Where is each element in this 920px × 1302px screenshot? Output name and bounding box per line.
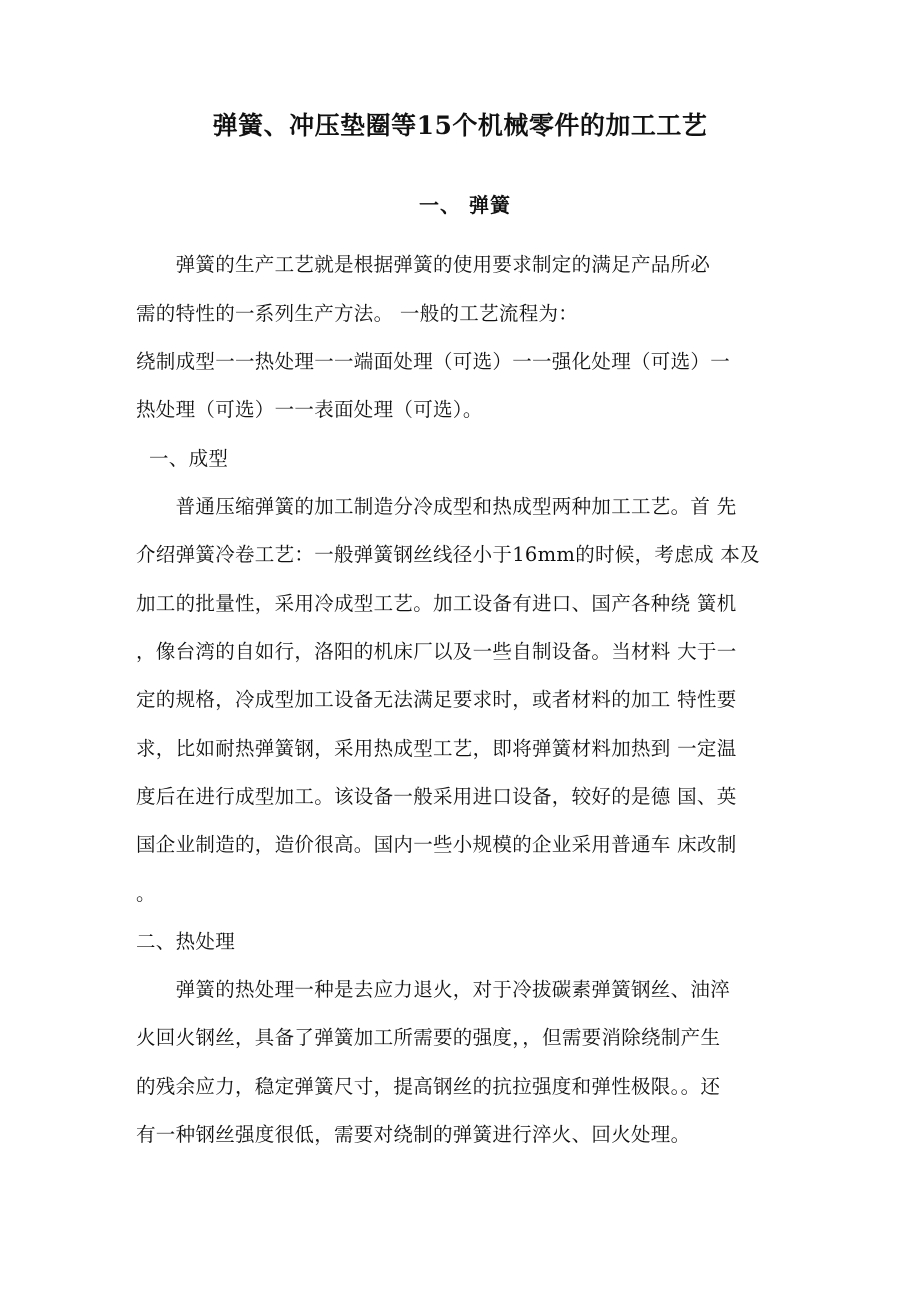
paragraph-line: 。 [136,882,156,905]
paragraph-line: 热处理（可选）一一表面处理（可选）。 [136,398,483,421]
paragraph-line: 普通压缩弹簧的加工制造分冷成型和热成型两种加工工艺。首 先 [136,495,737,518]
paragraph-line: 弹簧的生产工艺就是根据弹簧的使用要求制定的满足产品所必 [136,253,711,276]
paragraph-line: 绕制成型一一热处理一一端面处理（可选）一一强化处理（可选）一 [136,350,731,373]
paragraph-line: ，像台湾的自如行，洛阳的机床厂以及一些自制设备。当材料 大于一 [136,640,737,663]
paragraph-line: 弹簧的热处理一种是去应力退火，对于冷拔碳素弹簧钢丝、油淬 [136,978,731,1001]
document-title: 弹簧、冲压垫圈等15个机械零件的加工工艺 [212,111,708,140]
paragraph-line: 定的规格，冷成型加工设备无法满足要求时，或者材料的加工 特性要 [136,688,737,711]
subsection-heading: 二、热处理 [136,930,236,953]
paragraph-line: 度后在进行成型加工。该设备一般采用进口设备，较好的是德 国、英 [136,785,737,808]
paragraph-line: 加工的批量性，采用冷成型工艺。加工设备有进口、国产各种绕 簧机 [136,592,737,615]
subsection-heading: 一、成型 [136,447,229,470]
paragraph-line: 求，比如耐热弹簧钢，采用热成型工艺，即将弹簧材料加热到 一定温 [136,737,737,760]
paragraph-line: 有一种钢丝强度很低，需要对绕制的弹簧进行淬火、回火处理。 [136,1123,691,1146]
paragraph-line: 的残余应力，稳定弹簧尺寸，提高钢丝的抗拉强度和弹性极限。。还 [136,1075,721,1098]
paragraph-line: 火回火钢丝，具备了弹簧加工所需要的强度，，但需要消除绕制产生 [136,1026,721,1049]
paragraph-line: 介绍弹簧冷卷工艺：一般弹簧钢丝线径小于16mm的时候，考虑成 本及 [136,543,760,566]
paragraph-line: 国企业制造的，造价很高。国内一些小规模的企业采用普通车 床改制 [136,833,737,856]
section-heading: 一、 弹簧 [419,193,511,217]
paragraph-line: 需的特性的一系列生产方法。 一般的工艺流程为： [136,302,579,325]
